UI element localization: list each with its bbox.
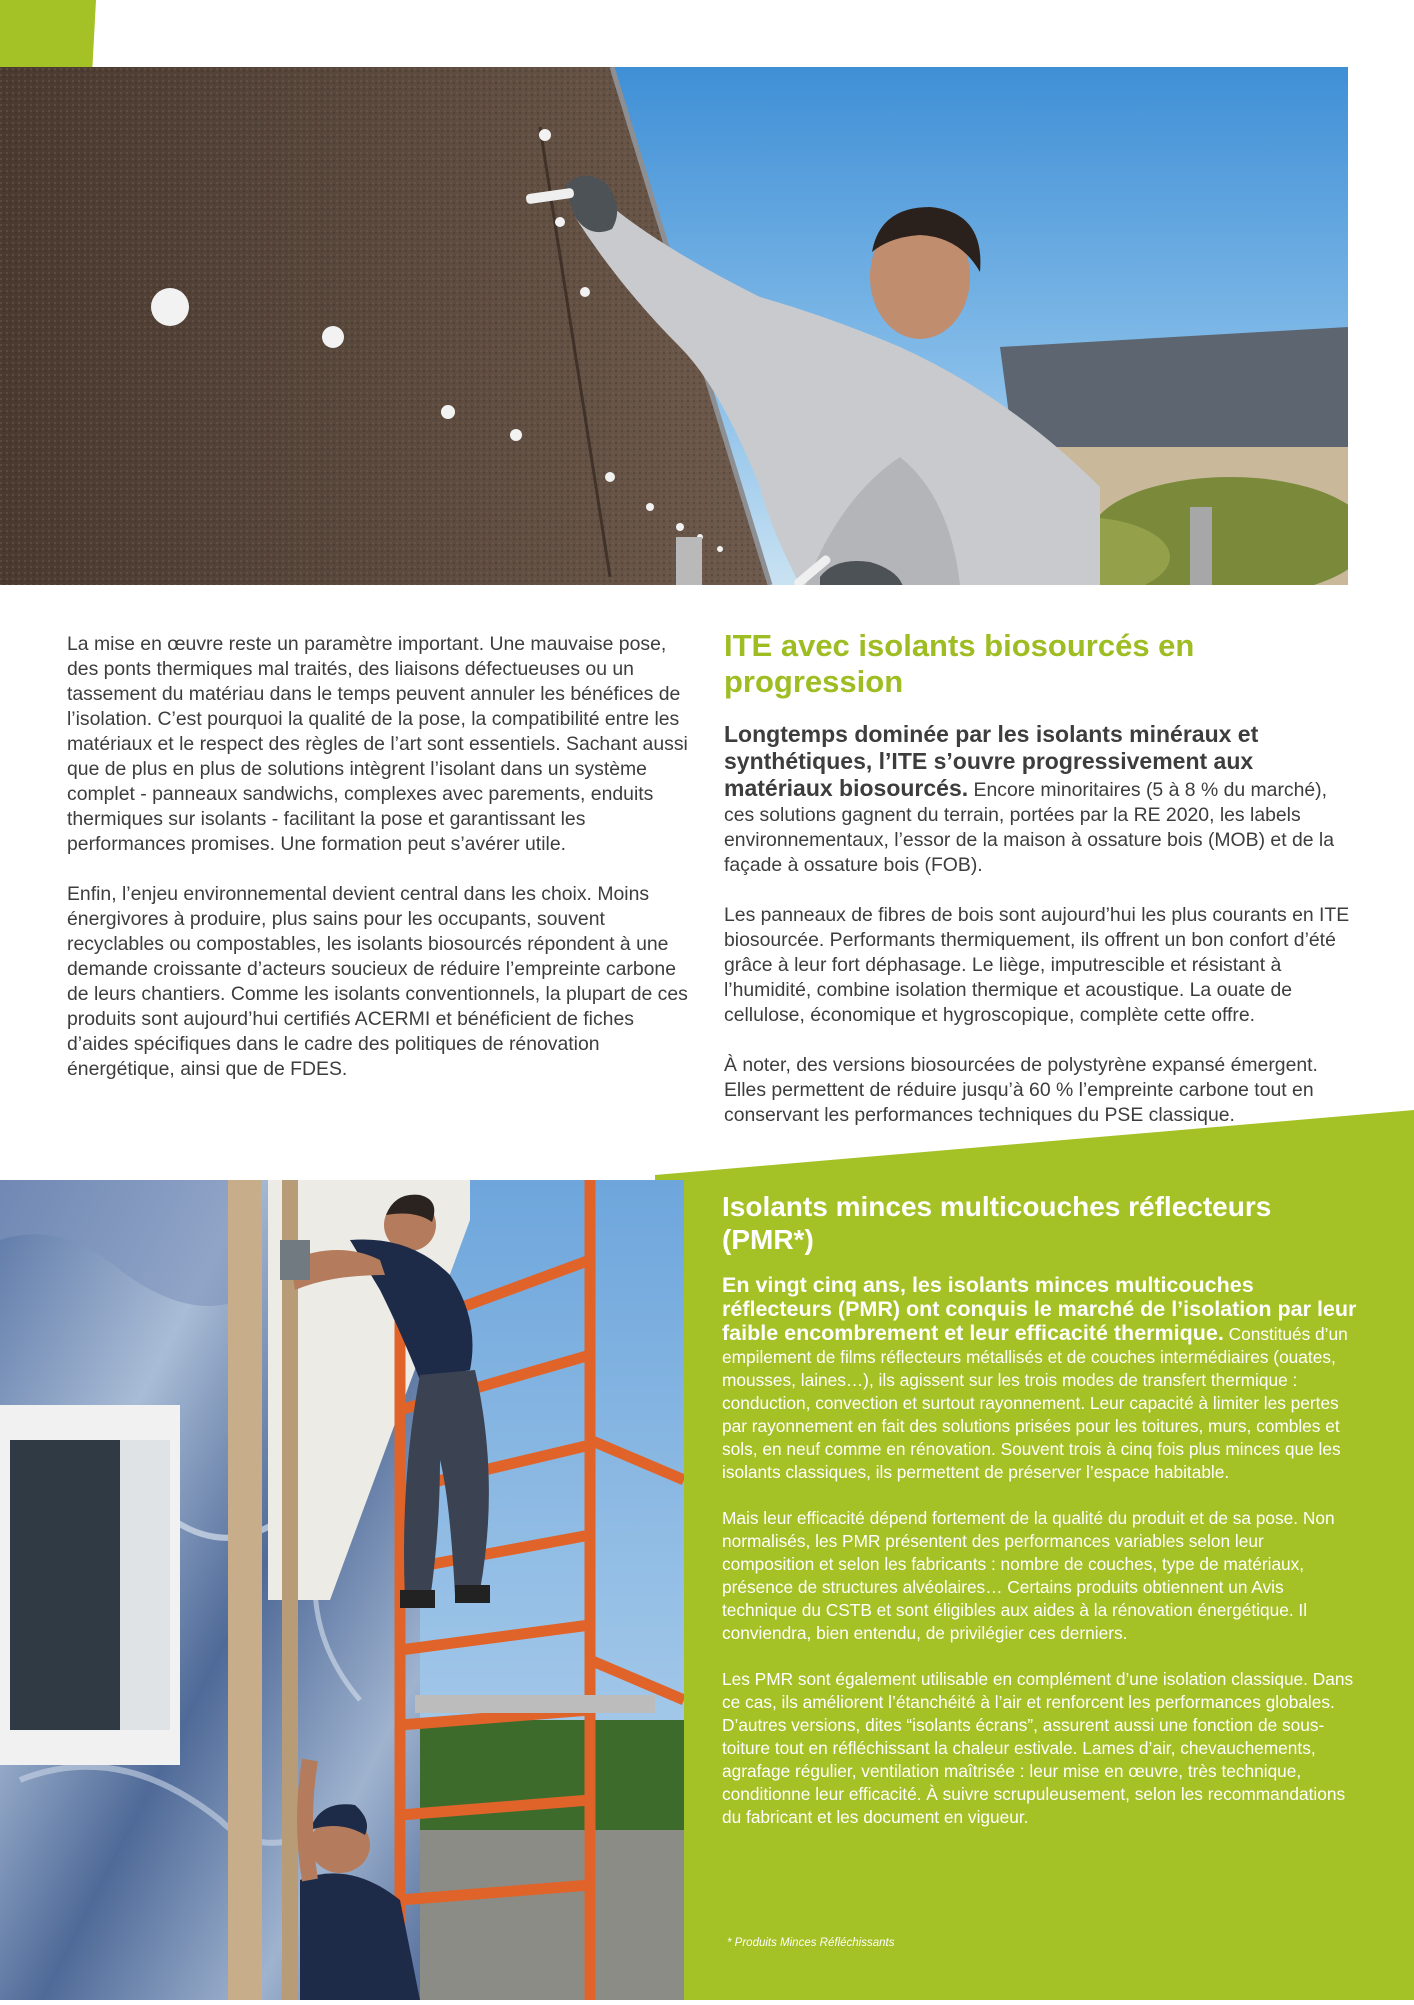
ite-lead-continuation: Encore minoritaires (5 à 8 % du marché), ces solutions gagnent du terrain, portées par la RE 2020, les labels environnementaux, l’essor de la maison à ossature bois (MOB) et de la façade à ossature bois (FOB).	[724, 779, 1335, 876]
footnote: * Produits Minces Réfléchissants	[727, 1937, 895, 1949]
photo-worker-facade-insulation	[0, 67, 1348, 585]
pmr-lead: En vingt cinq ans, les isolants minces multicouches réflecteurs (PMR) ont conquis le marché de l’isolation par leur faible encombrement et leur efficacité thermique.	[722, 1273, 1357, 1345]
pmr-paragraph-1: Mais leur efficacité dépend fortement de la qualité du produit et de sa pose. Non normalisés, les PMR présentent des performances variables selon leur composition et selon les fabricants : nombre de couches, type de matériaux, présence de structures alvéolaires… Certains produits obtiennent un Avis technique du CSTB et sont éligibles aux aides à la rénovation énergétique. Il conviendra, bien entendu, de privilégier ces derniers.	[722, 1508, 1335, 1643]
pmr-lead-continuation: Constitués d’un empilement de films réflecteurs métallisés et de couches intermédiaires (ouates, mousses, laines…), ils agissent sur les trois modes de transfert thermique : conduction, convection et surtout rayonnement. Leur capacité à limiter les pertes par rayonnement en fait des solutions prisées pour les toitures, murs, combles et sols, en neuf comme en rénovation. Souvent trois à cinq fois plus minces que les isolants classiques, ils permettent de préserver l’espace habitable.	[722, 1324, 1348, 1482]
left-column	[67, 632, 692, 1107]
photo-scaffold-reflective-insulation	[0, 1180, 684, 2000]
ite-section	[724, 628, 1354, 1153]
ite-intro	[724, 722, 1354, 878]
left-paragraph-2: Enfin, l’enjeu environnemental devient central dans les choix. Moins énergivores à produire, plus sains pour les occupants, souvent recyclables ou compostables, les isolants biosourcés répondent à une demande croissante d’acteurs soucieux de réduire l’empreinte carbone de leurs chantiers. Comme les isolants conventionnels, la plupart de ces produits sont aujourd’hui certifiés ACERMI et bénéficient de fiches d’aides spécifiques dans le cadre des politiques de rénovation énergétique, ainsi que de FDES.	[67, 883, 688, 1080]
pmr-paragraph-2: Les PMR sont également utilisable en complément d’une isolation classique. Dans ce cas, ils améliorent l’étanchéité à l’air et renforcent les performances globales. D’autres versions, dites “isolants écrans”, assurent aussi une fonction de sous-toiture tout en réfléchissant la chaleur estivale. Lames d’air, chevauchements, agrafage régulier, ventilation maîtrisée : leur mise en œuvre, très technique, conditionne leur efficacité. À suivre scrupuleusement, selon les recommandations du fabricant et les document en vigueur.	[722, 1669, 1354, 1827]
ite-lead: Longtemps dominée par les isolants minéraux et synthétiques, l’ITE s’ouvre progressivement aux matériaux biosourcés.	[724, 721, 1259, 801]
pmr-heading: Isolants minces multicouches réflecteurs (PMR*)	[722, 1191, 1272, 1255]
left-paragraph-1: La mise en œuvre reste un paramètre important. Une mauvaise pose, des ponts thermiques mal traités, des liaisons défectueuses ou un tassement du matériau dans le temps peuvent annuler les bénéfices de l’isolation. C’est pourquoi la qualité de la pose, la compatibilité entre les matériaux et le respect des règles de l’art sont essentiels. Sachant aussi que de plus en plus de solutions intègrent l’isolant dans un système complet - panneaux sandwichs, complexes avec parements, enduits thermiques sur isolants - facilitant la pose et garantissant les performances promises. Une formation peut s’avérer utile.	[67, 633, 688, 855]
ite-heading: ITE avec isolants biosourcés en progression	[724, 628, 1195, 699]
pmr-intro	[722, 1274, 1358, 1484]
ite-paragraph-2: À noter, des versions biosourcées de polystyrène expansé émergent. Elles permettent de réduire jusqu’à 60 % l’empreinte carbone tout en conservant les performances techniques du PSE classique.	[724, 1054, 1318, 1126]
ite-paragraph-1: Les panneaux de fibres de bois sont aujourd’hui les plus courants en ITE biosourcée. Performants thermiquement, ils offrent un bon confort d’été grâce à leur fort déphasage. Le liège, imputrescible et résistant à l’humidité, combine isolation thermique et acoustique. La ouate de cellulose, économique et hygroscopique, complète cette offre.	[724, 904, 1350, 1026]
pmr-section	[722, 1190, 1358, 1852]
